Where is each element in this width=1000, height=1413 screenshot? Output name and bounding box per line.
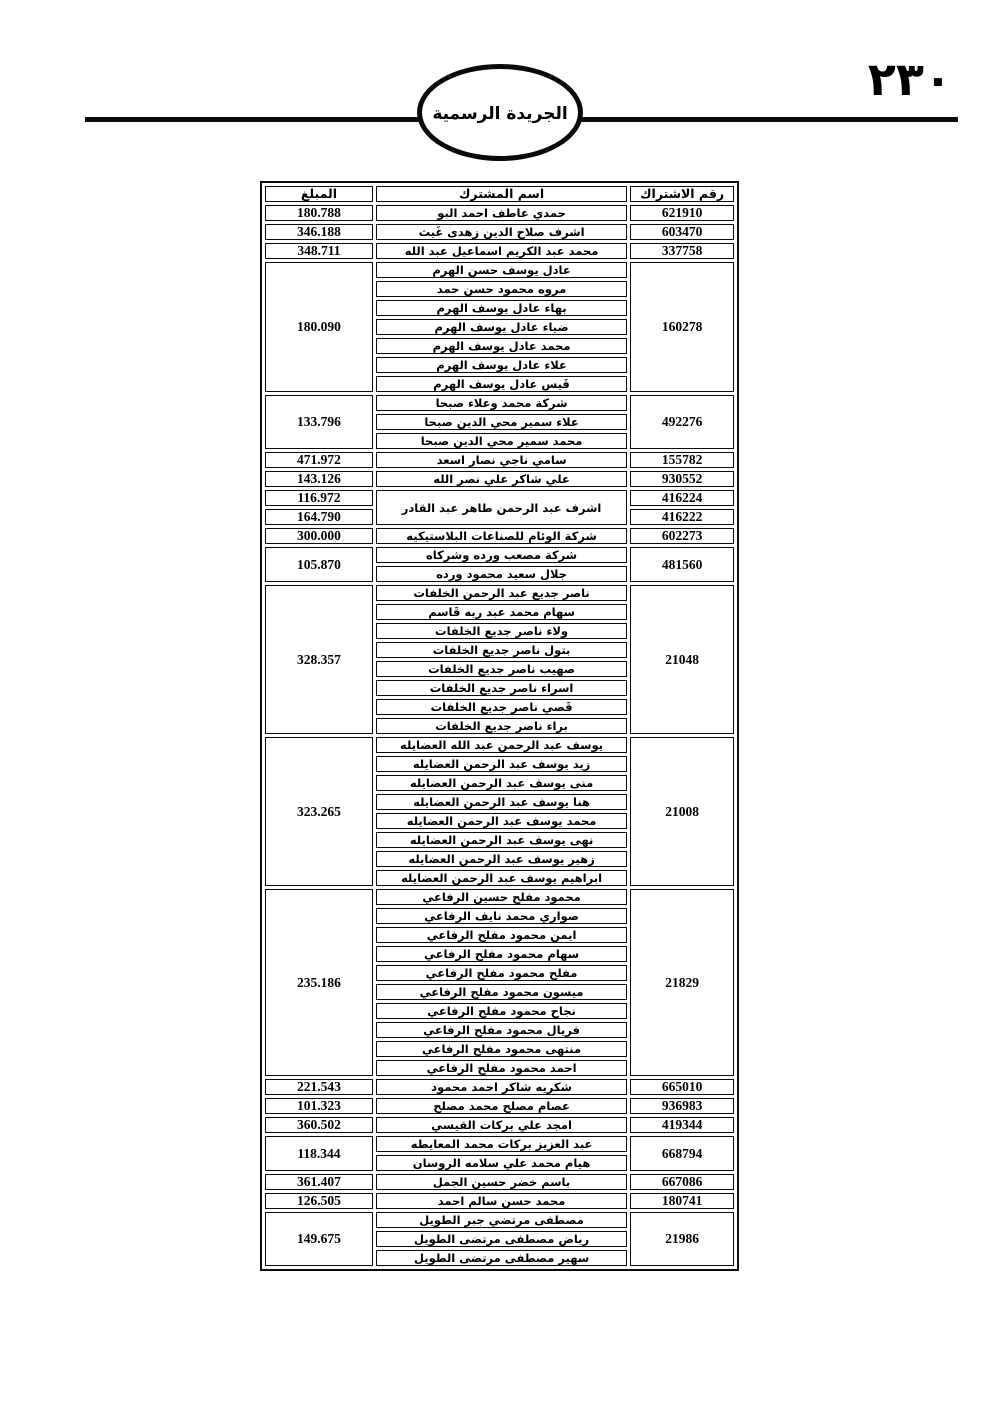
subscriber-name-cell: هيام محمد علي سلامه الروسان — [376, 1155, 627, 1171]
subscriber-name-cell: نجاح محمود مفلح الرفاعي — [376, 1003, 627, 1019]
amount-cell: 133.796 — [265, 395, 373, 449]
subscriber-name-cell: بتول ناصر جديع الخلفات — [376, 642, 627, 658]
amount-cell: 471.972 — [265, 452, 373, 468]
amount-cell: 116.972 — [265, 490, 373, 506]
subscriber-name-cell: مصطفى مرتضي جبر الطويل — [376, 1212, 627, 1228]
amount-cell: 101.323 — [265, 1098, 373, 1114]
table-row — [265, 224, 734, 240]
table-row — [265, 547, 734, 563]
subscriber-number-cell: 416224 — [630, 490, 734, 506]
table-row — [265, 1212, 734, 1228]
subscriber-number-cell: 21048 — [630, 585, 734, 734]
subscriber-name-cell: عادل يوسف حسن الهرم — [376, 262, 627, 278]
subscriber-name-cell: سهام محمود مفلح الرفاعي — [376, 946, 627, 962]
amount-cell: 361.407 — [265, 1174, 373, 1190]
subscriber-name-cell: ناصر جديع عبد الرحمن الخلفات — [376, 585, 627, 601]
amount-cell: 346.188 — [265, 224, 373, 240]
subscriber-number-cell: 602273 — [630, 528, 734, 544]
subscriber-name-cell: بهاء عادل يوسف الهرم — [376, 300, 627, 316]
subscribers-table — [260, 181, 739, 1271]
subscriber-name-cell: عبد العزيز بركات محمد المعايطه — [376, 1136, 627, 1152]
subscriber-name-cell: صهيب ناصر جديع الخلفات — [376, 661, 627, 677]
subscriber-number-cell: 416222 — [630, 509, 734, 525]
subscriber-name-cell: سهير مصطفى مرتضى الطويل — [376, 1250, 627, 1266]
amount-cell: 348.711 — [265, 243, 373, 259]
amount-cell: 149.675 — [265, 1212, 373, 1266]
subscriber-name-cell: محمد يوسف عبد الرحمن العضايله — [376, 813, 627, 829]
subscriber-name-cell: مفلح محمود مفلح الرفاعي — [376, 965, 627, 981]
subscriber-name-cell: سهام محمد عبد ربه قَاسم — [376, 604, 627, 620]
amount-cell: 300.000 — [265, 528, 373, 544]
subscriber-name-cell: محمد عبد الكريم اسماعيل عبد الله — [376, 243, 627, 259]
subscriber-number-cell: 21008 — [630, 737, 734, 886]
subscriber-name-cell: علاء سمير محي الدين صبحا — [376, 414, 627, 430]
subscriber-name-cell: براء ناصر جديع الخلفات — [376, 718, 627, 734]
subscriber-name-cell: شكريه شاكر احمد محمود — [376, 1079, 627, 1095]
table-row — [265, 889, 734, 905]
amount-cell: 360.502 — [265, 1117, 373, 1133]
subscriber-name-cell: ولاء ناصر جديع الخلفات — [376, 623, 627, 639]
subscriber-number-cell: 936983 — [630, 1098, 734, 1114]
header-subscriber-name: اسم المشترك — [376, 186, 627, 202]
table-row — [265, 1098, 734, 1114]
subscriber-name-cell: ابراهيم يوسف عبد الرحمن العضايله — [376, 870, 627, 886]
subscriber-name-cell: محمد عادل يوسف الهرم — [376, 338, 627, 354]
subscriber-number-cell: 21829 — [630, 889, 734, 1076]
amount-cell: 118.344 — [265, 1136, 373, 1171]
subscribers-table-grid — [260, 181, 739, 1271]
amount-cell: 164.790 — [265, 509, 373, 525]
table-row — [265, 490, 734, 506]
amount-cell: 143.126 — [265, 471, 373, 487]
subscriber-name-cell: فريال محمود مفلح الرفاعي — [376, 1022, 627, 1038]
amount-cell: 235.186 — [265, 889, 373, 1076]
subscriber-name-cell: ضياء عادل يوسف الهرم — [376, 319, 627, 335]
subscriber-name-cell: زهير يوسف عبد الرحمن العضايله — [376, 851, 627, 867]
subscriber-number-cell: 21986 — [630, 1212, 734, 1266]
subscriber-name-cell: هنا يوسف عبد الرحمن العضايله — [376, 794, 627, 810]
subscriber-name-cell: منتهى محمود مفلح الرفاعي — [376, 1041, 627, 1057]
subscriber-name-cell: نهى يوسف عبد الرحمن العضايله — [376, 832, 627, 848]
header-subscription-number: رقم الاشتراك — [630, 186, 734, 202]
amount-cell: 180.788 — [265, 205, 373, 221]
table-header-row — [265, 186, 734, 202]
subscriber-number-cell: 180741 — [630, 1193, 734, 1209]
subscriber-number-cell: 668794 — [630, 1136, 734, 1171]
subscriber-number-cell: 621910 — [630, 205, 734, 221]
table-row — [265, 737, 734, 753]
table-row — [265, 1079, 734, 1095]
page-number: ٢٣٠ — [867, 52, 952, 106]
amount-cell: 221.543 — [265, 1079, 373, 1095]
table-row — [265, 262, 734, 278]
subscriber-name-cell: صواري محمد نايف الرفاعي — [376, 908, 627, 924]
subscriber-name-cell: محمود مفلح حسين الرفاعي — [376, 889, 627, 905]
subscribers-table-body — [265, 205, 734, 1266]
table-row — [265, 528, 734, 544]
subscriber-name-cell: يوسف عبد الرحمن عبد الله العضايله — [376, 737, 627, 753]
amount-cell: 328.357 — [265, 585, 373, 734]
subscriber-name-cell: اشرف صلاح الدين زهدى غَيث — [376, 224, 627, 240]
table-row — [265, 471, 734, 487]
subscriber-name-cell: مروه محمود حسن حمد — [376, 281, 627, 297]
subscriber-number-cell: 603470 — [630, 224, 734, 240]
subscriber-number-cell: 160278 — [630, 262, 734, 392]
subscriber-name-cell: محمد حسن سالم احمد — [376, 1193, 627, 1209]
subscriber-name-cell: جلال سعيد محمود ورده — [376, 566, 627, 582]
subscriber-name-cell: سامي ناجي نصار اسعد — [376, 452, 627, 468]
subscriber-name-cell: ميسون محمود مفلح الرفاعي — [376, 984, 627, 1000]
subscriber-name-cell: شركة الوئام للصناعات البلاستيكيه — [376, 528, 627, 544]
table-row — [265, 243, 734, 259]
subscriber-name-cell: رياض مصطفى مرتضى الطويل — [376, 1231, 627, 1247]
subscriber-name-cell: ايمن محمود مفلح الرفاعي — [376, 927, 627, 943]
gazette-banner-oval — [417, 64, 583, 161]
subscriber-number-cell: 665010 — [630, 1079, 734, 1095]
table-row — [265, 205, 734, 221]
subscriber-name-cell: اسراء ناصر جديع الخلفات — [376, 680, 627, 696]
amount-cell: 105.870 — [265, 547, 373, 582]
subscriber-name-cell: امجد علي بركات القيسي — [376, 1117, 627, 1133]
table-row — [265, 395, 734, 411]
subscriber-number-cell: 667086 — [630, 1174, 734, 1190]
header-amount: المبلغ — [265, 186, 373, 202]
subscriber-number-cell: 337758 — [630, 243, 734, 259]
table-row — [265, 1174, 734, 1190]
subscriber-name-cell: قَصي ناصر جديع الخلفات — [376, 699, 627, 715]
subscriber-name-cell: احمد محمود مفلح الرفاعي — [376, 1060, 627, 1076]
table-row — [265, 452, 734, 468]
subscriber-name-cell: قَيس عادل يوسف الهرم — [376, 376, 627, 392]
subscriber-name-cell: اشرف عبد الرحمن طاهر عبد القادر — [376, 490, 627, 525]
subscriber-number-cell: 155782 — [630, 452, 734, 468]
subscriber-number-cell: 492276 — [630, 395, 734, 449]
subscriber-number-cell: 419344 — [630, 1117, 734, 1133]
subscriber-number-cell: 481560 — [630, 547, 734, 582]
subscriber-name-cell: منى يوسف عبد الرحمن العضايله — [376, 775, 627, 791]
subscriber-name-cell: علي شاكر علي نصر الله — [376, 471, 627, 487]
table-row — [265, 1117, 734, 1133]
table-row — [265, 1193, 734, 1209]
subscriber-name-cell: حمدي عاطف احمد البو — [376, 205, 627, 221]
table-row — [265, 585, 734, 601]
subscriber-name-cell: شركة مصعب ورده وشركاه — [376, 547, 627, 563]
amount-cell: 323.265 — [265, 737, 373, 886]
subscriber-name-cell: باسم خضر حسين الجمل — [376, 1174, 627, 1190]
gazette-banner-title: الجريدة الرسمية — [432, 103, 568, 124]
table-row — [265, 1136, 734, 1152]
amount-cell: 126.505 — [265, 1193, 373, 1209]
subscriber-name-cell: علاء عادل يوسف الهرم — [376, 357, 627, 373]
subscriber-name-cell: شركة محمد وعلاء صبحا — [376, 395, 627, 411]
subscriber-name-cell: زيد يوسف عبد الرحمن العضايله — [376, 756, 627, 772]
amount-cell: 180.090 — [265, 262, 373, 392]
subscriber-number-cell: 930552 — [630, 471, 734, 487]
subscriber-name-cell: محمد سمير محي الدين صبحا — [376, 433, 627, 449]
subscriber-name-cell: عصام مصلح محمد مصلح — [376, 1098, 627, 1114]
